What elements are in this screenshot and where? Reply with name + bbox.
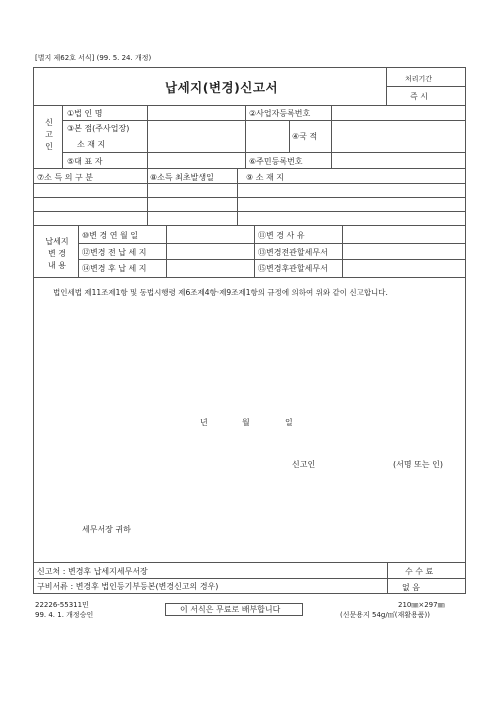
required-documents-text: 구비서류 : 변경후 법인등기부등본(변경신고의 경우)	[37, 582, 219, 591]
location-label: ⑨ 소 재 지	[246, 173, 284, 182]
resident-reg-label: ⑥주민등록번호	[249, 157, 303, 166]
submit-to-text: 신고처 : 변경후 납세지세무서장	[37, 567, 148, 576]
date-year: 년	[200, 418, 208, 427]
date-month: 월	[242, 418, 250, 427]
fee-value: 없 음	[402, 583, 420, 592]
free-distribution-notice: 이 서식은 무료로 배부합니다	[180, 605, 281, 614]
paper-spec: (신문용지 54g/㎡(재활용품))	[340, 611, 430, 619]
change-date-label: ⑩변 경 연 월 일	[82, 231, 138, 240]
change-section-label: 납세지 변 경 내 용	[45, 237, 69, 270]
representative-label: ⑤대 표 자	[67, 157, 103, 166]
fee-label: 수 수 료	[405, 567, 434, 576]
processing-period-label: 처리기간	[405, 75, 433, 83]
biz-reg-label: ②사업자등록번호	[249, 109, 311, 118]
change-reason-label: ⑪변 경 사 유	[258, 231, 305, 240]
paper-size: 210㎜×297㎜	[398, 601, 445, 609]
before-tax-place-label: ⑫변경 전 납 세 지	[82, 248, 147, 257]
before-tax-office-label: ⑬변경전관할세무서	[258, 248, 328, 257]
date-day: 일	[285, 418, 293, 427]
first-income-date-label: ⑧소득 최초발생일	[150, 173, 214, 182]
approval-date: 99. 4. 1. 개정승인	[35, 611, 94, 619]
form-number: 22226-55311민	[35, 601, 89, 609]
reporter-section-label: 신 고 인	[45, 118, 53, 151]
form-title: 납세지(변경)신고서	[165, 80, 279, 95]
signature-or-seal-label: (서명 또는 인)	[393, 460, 443, 469]
recipient-label: 세무서장 귀하	[82, 525, 131, 534]
income-type-label: ⑦소 득 의 구 분	[37, 173, 93, 182]
head-office-location-label: 소 재 지	[77, 140, 106, 149]
nationality-label: ④국 적	[292, 132, 318, 141]
statement-text: 법인세법 제11조제1항 및 동법시행령 제6조제4항·제9조제1항의 규정에 의하여 위와 같이 신고합니다.	[53, 288, 388, 297]
after-tax-office-label: ⑮변경후관할세무서	[258, 264, 328, 273]
after-tax-place-label: ⑭변경 후 납 세 지	[82, 264, 147, 273]
corp-name-label: ①법 인 명	[67, 109, 103, 118]
processing-period-value: 즉 시	[410, 92, 428, 101]
form-label: [별지 제62호 서식] (99. 5. 24. 개정)	[35, 54, 152, 62]
head-office-label: ③본 점(주사업장)	[67, 124, 130, 133]
reporter-signature-label: 신고인	[292, 460, 316, 469]
